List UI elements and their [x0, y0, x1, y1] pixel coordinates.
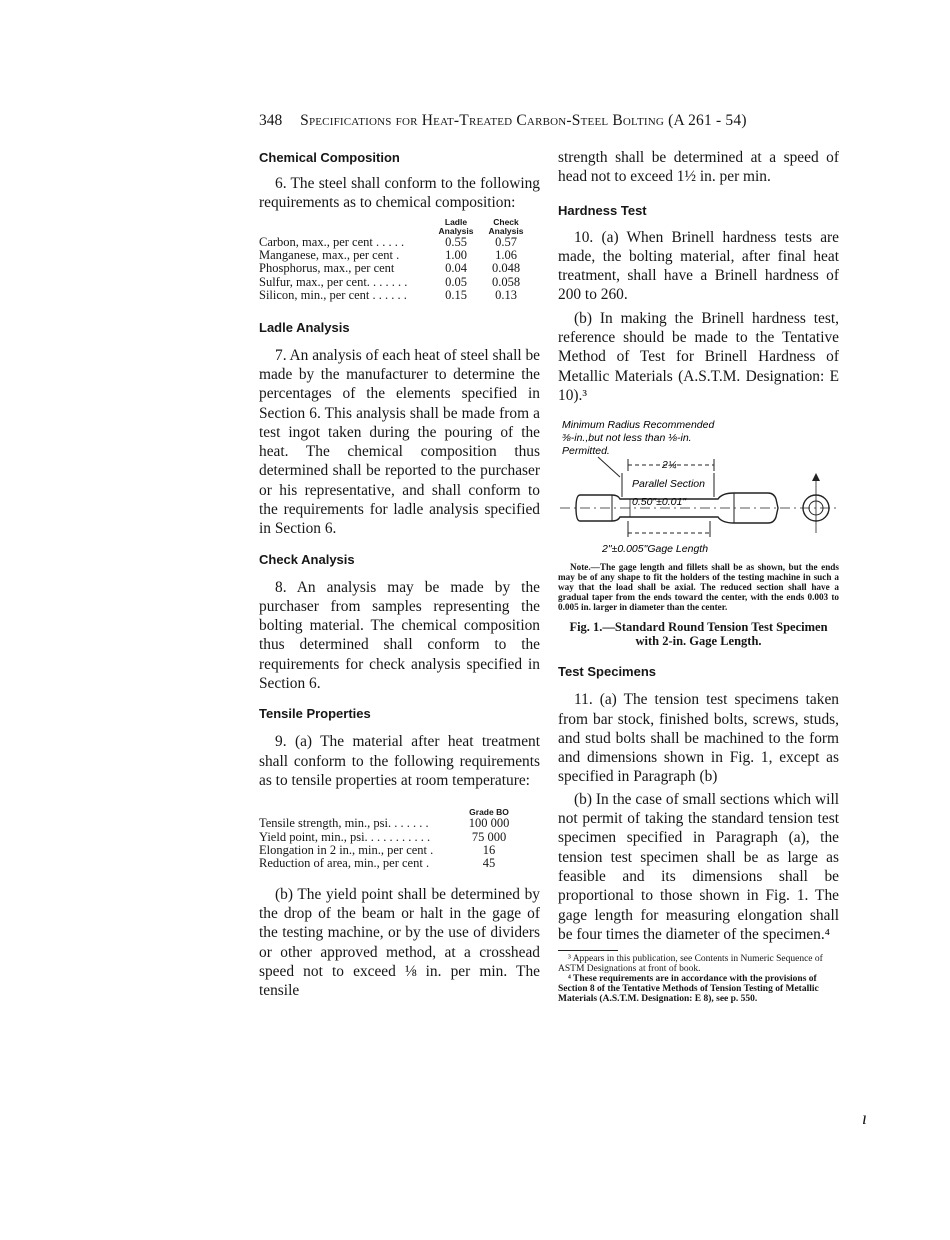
- table-row: [259, 831, 519, 844]
- section-heading-specimens: Test Specimens: [558, 664, 657, 680]
- row-label: Tensile strength, min., psi. . . . . . .: [259, 816, 429, 831]
- figure-label-radius-line1: Minimum Radius Recommended: [562, 419, 715, 432]
- grade-value: 45: [482, 856, 496, 871]
- section-heading-check: Check Analysis: [259, 551, 355, 567]
- grade-value: 100 000: [468, 816, 510, 831]
- figure-label-radius-line2: ⅜-in.,but not less than ⅛-in.: [562, 432, 692, 445]
- check-value: 0.058: [491, 274, 521, 289]
- check-value: 0.048: [491, 261, 521, 276]
- section-heading-hardness: Hardness Test: [558, 202, 647, 218]
- table-row: [259, 844, 519, 857]
- figure-label-radius-line3: Permitted.: [562, 445, 610, 458]
- section-heading-chemical: Chemical Composition: [259, 150, 400, 165]
- paragraph-11b: (b) In the case of small sections which will not permit of taking the standard tension test specimen specified in Paragraph (a), the tension test specimen shall be as large as feasible and its dimensions shall be proportional to those shown in Fig. 1. The gage length for measuring elongation shall be four times the diameter of the specimen.⁴: [558, 790, 839, 943]
- table-row: [259, 276, 531, 289]
- paragraph-11a: 11. (a) The tension test specimens taken from bar stock, finished bolts, screws, studs, and stud bolts shall be machined to the form and dimensions shown in Fig. 1, except as specified in Paragraph (b): [558, 691, 839, 786]
- figure-label-gage-length: 2"±0.005"Gage Length: [602, 543, 709, 556]
- paragraph-9b-continued: strength shall be determined at a speed of head not to exceed 1½ in. per min.: [558, 149, 839, 186]
- col-check-analysis: Check Analysis: [488, 216, 524, 236]
- footnote-4: ⁴ These requirements are in accordance with the provisions of Section 8 of the Tentative Methods of Tension Testing of Metallic Materials (A.S.T.M. Designation: E 8), see p. 550.: [558, 974, 819, 1005]
- table-row: [259, 817, 519, 830]
- section-heading-tensile: Tensile Properties: [259, 706, 371, 722]
- paragraph-8: 8. An analysis may be made by the purchaser from samples representing the bolting material. The chemical composition thus determined shall conform to the requirements for check analysis specified in Section 6.: [259, 578, 540, 693]
- paragraph-9b: (b) The yield point shall be determined by the drop of the beam or halt in the gage of the testing machine, or by the use of dividers or other approved method, at a crosshead speed not to exceed ⅛ in. per min. The tensile: [259, 885, 540, 1000]
- paragraph-6: 6. The steel shall conform to the following requirements as to chemical composition:: [259, 175, 540, 212]
- table-row: [259, 262, 531, 275]
- row-label: Reduction of area, min., per cent .: [259, 856, 430, 871]
- check-value: 1.06: [495, 248, 517, 262]
- grade-value: 75 000: [471, 829, 507, 844]
- figure-note: Note.—The gage length and fillets shall be as shown, but the ends may be of any shape to fit the holders of the testing machine in such a way that the load shall be axial. The reduced section shall have a gradual taper from the ends toward the center, with the ends 0.003 to 0.005 in. larger in diameter than the center.: [558, 562, 839, 613]
- check-value: 0.13: [495, 288, 517, 303]
- figure-label-parallel-section: Parallel Section: [632, 478, 705, 491]
- page-number: 348: [259, 112, 283, 129]
- paragraph-7: 7. An analysis of each heat of steel shall be made by the manufacturer to determine the percentages of the elements specified in Section 6. This analysis shall be made from a test ingot taken during the pouring of the heat. The chemical composition thus determined shall be reported to the purchaser or his representative, and shall conform to the requirements for ladle analysis specified in Section 6.: [259, 346, 540, 538]
- figure-caption: Fig. 1.—Standard Round Tension Test Specimen with 2-in. Gage Length.: [569, 620, 828, 649]
- table-row: [259, 289, 531, 302]
- section-heading-ladle: Ladle Analysis: [259, 319, 350, 335]
- row-label: Yield point, min., psi. . . . . . . . . . .: [259, 829, 431, 844]
- row-label: Carbon, max., per cent . . . . .: [259, 234, 405, 249]
- row-label: Manganese, max., per cent .: [259, 248, 400, 262]
- row-label: Phosphorus, max., per cent: [259, 261, 395, 276]
- row-label: Silicon, min., per cent . . . . . .: [259, 288, 407, 303]
- table-row: [259, 857, 519, 870]
- chemical-table-header: [259, 218, 531, 236]
- specimen-figure: [558, 415, 839, 557]
- tensile-table: [259, 808, 519, 871]
- paragraph-10a: 10. (a) When Brinell hardness tests are made, the bolting material, after final heat treatment, shall have a Brinell hardness of 200 to 260.: [558, 228, 839, 304]
- paragraph-10b: (b) In making the Brinell hardness test, reference should be made to the Tentative Method of Test for Brinell Hardness of Metallic Materials (A.S.T.M. Designation: E 10).³: [558, 309, 839, 404]
- right-column: [558, 148, 839, 1004]
- end-view-arrowhead: [812, 473, 820, 481]
- footnote-rule: [558, 950, 618, 951]
- ladle-value: 0.04: [445, 261, 467, 276]
- row-label: Sulfur, max., per cent. . . . . . .: [259, 274, 408, 289]
- ladle-value: 0.05: [445, 274, 467, 289]
- check-value: 0.57: [495, 234, 517, 249]
- row-label: Elongation in 2 in., min., per cent .: [259, 843, 434, 858]
- leader-line: [598, 457, 620, 477]
- figure-label-parallel-length: 2¼: [662, 459, 677, 472]
- paragraph-9a: 9. (a) The material after heat treatment shall conform to the following requirements as to tensile properties at room temperature:: [259, 733, 540, 789]
- page-header: [259, 112, 839, 130]
- figure-label-diameter: 0.50"±0.01": [632, 496, 687, 509]
- running-title: Specifications for Heat-Treated Carbon-Steel Bolting (A 261 - 54): [300, 112, 747, 129]
- table-row: [259, 249, 531, 262]
- ladle-value: 0.15: [445, 288, 467, 303]
- table-row: [259, 236, 531, 249]
- ladle-value: 0.55: [445, 234, 467, 249]
- col-grade-bo: Grade BO: [469, 807, 509, 818]
- footnote-3: ³ Appears in this publication, see Contents in Numeric Sequence of ASTM Designations at front of book.: [558, 954, 823, 975]
- corner-mark: ı: [862, 1108, 868, 1128]
- col-ladle-analysis: Ladle Analysis: [438, 216, 474, 236]
- ladle-value: 1.00: [445, 248, 467, 262]
- chemical-table: [259, 218, 531, 303]
- grade-value: 16: [482, 843, 496, 858]
- left-column: [259, 148, 540, 1001]
